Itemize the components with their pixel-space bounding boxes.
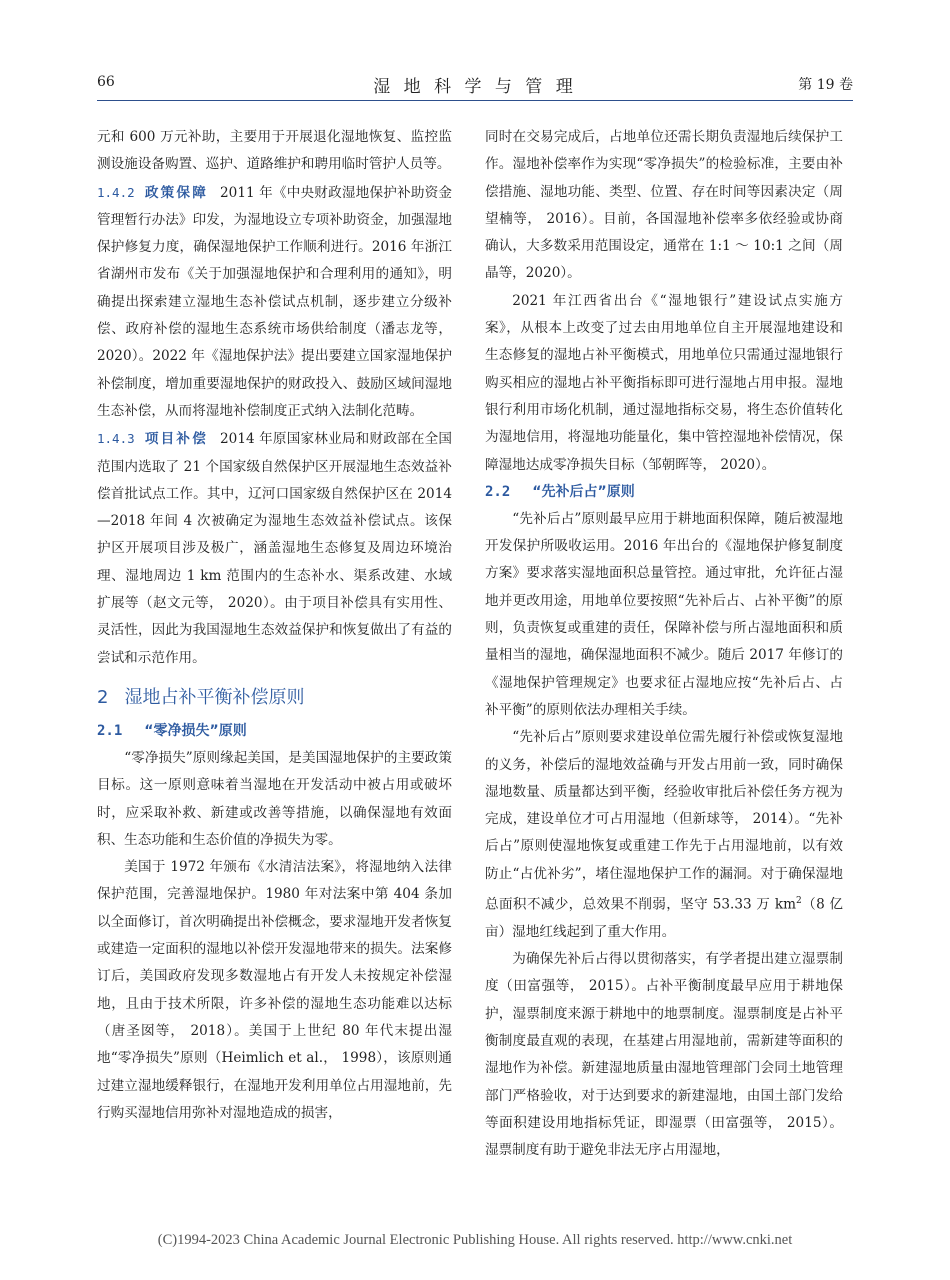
subsection-number: 1.4.2 xyxy=(97,184,135,200)
subsection-1-4-3 xyxy=(97,425,452,672)
subsection-title: 政策保障 xyxy=(144,184,209,201)
volume-label: 第 19 卷 xyxy=(798,77,853,93)
paragraph: 2014 年原国家林业局和财政部在全国范围内选取了 21 个国家级自然保护区开展湿地生态效益补偿首批试点工作。其中，辽河口国家级自然保护区在 2014—2018 年间 4 次被确定为湿地生态效益补偿试点。该保护区开展项目涉及极广，涵盖湿地生态修复及周边环境治理、湿地周边 1 km 范围内的生态补水、渠系改建、水域扩展等（赵文元等， 2020）。由于项目补偿具有实用性、灵活性，因此为我国湿地生态效益保护和恢复做出了有益的尝试和示范作用。 xyxy=(97,431,453,666)
paragraph: “先补后占”原则最早应用于耕地面积保障，随后被湿地开发保护所吸收运用。2016 年出台的《湿地保护修复制度方案》要求落实湿地面积总量管控。通过审批，允许征占湿地并更改用途，用地单位要按照“先补后占、占补平衡”的原则，负责恢复或重建的责任，保障补偿与所占湿地面积和质量相当的湿地，确保湿地面积不减少。随后 2017 年修订的《湿地保护管理规定》也要求征占湿地应按“先补后占、占补平衡”的原则依法办理相关手续。 xyxy=(485,510,843,718)
page-header xyxy=(97,72,853,101)
subsection-1-4-2 xyxy=(97,179,452,426)
section-title: “零净损失”原则 xyxy=(144,722,247,739)
section-heading-2 xyxy=(97,680,452,716)
text-run: “先补后占”原则要求建设单位需先履行补偿或恢复湿地的义务，补偿后的湿地效益确与开发占用前一致，同时确保湿地数量、质量都达到平衡，经验收审批后补偿任务方视为完成，建设单位才可占用湿地（但新球等， 2014）。“先补后占”原则使湿地恢复或重建工作先于占用湿地前，以有效防止“占优补劣”，堵住湿地保护工作的漏洞。对于确保湿地总面积不减少，总效果不削弱，坚守 53.33 万 km xyxy=(485,729,843,913)
subsection-title: 项目补偿 xyxy=(144,431,209,448)
section-number: 2 xyxy=(97,686,109,708)
paragraph: 2011 年《中央财政湿地保护补助资金管理暂行办法》印发，为湿地设立专项补助资金，加强湿地保护修复力度，确保湿地保护工作顺利进行。2016 年浙江省湖州市发布《关于加强湿地保护和合理利用的通知》，明确提出探索建立湿地生态补偿试点机制，逐步建立分级补偿、政府补偿的湿地生态系统市场供给制度（潘志龙等，2020）。2022 年《湿地保护法》提出要建立国家湿地保护补偿制度，增加重要湿地保护的财政投入、鼓励区域间湿地生态补偿，从而将湿地补偿制度正式纳入法制化范畴。 xyxy=(97,184,453,419)
paragraph: 为确保先补后占得以贯彻落实，有学者提出建立湿票制度（田富强等， 2015）。占补平衡制度最早应用于耕地保护，湿票制度来源于耕地中的地票制度。湿票制度是占补平衡制度最直观的表现，在基建占用湿地前，需新建等面积的湿地作为补偿。新建湿地质量由湿地管理部门会同土地管理部门严格验收，对于达到要求的新建湿地，由国土部门发给等面积建设用地指标凭证，即湿票（田富强等， 2015）。湿票制度有助于避免非法无序占用湿地， xyxy=(485,951,843,1159)
paragraph: 2021 年江西省出台《“湿地银行”建设试点实施方案》，从根本上改变了过去由用地单位自主开展湿地建设和生态修复的湿地占补平衡模式，用地单位只需通过湿地银行购买相应的湿地占补平衡指标即可进行湿地占用申报。湿地银行利用市场化机制，通过湿地指标交易，将生态价值转化为湿地信用，将湿地功能量化，集中管控湿地补偿情况，保障湿地达成零净损失目标（邹朝晖等， 2020）。 xyxy=(485,292,843,473)
paragraph: 同时在交易完成后，占地单位还需长期负责湿地后续保护工作。湿地补偿率作为实现“零净损失”的检验标准，主要由补偿措施、湿地功能、类型、位置、存在时间等因素决定（周望楠等， 2016）。目前，各国湿地补偿率多依经验或协商确认，大多数采用范围设定，通常在 1:1 ～ 10:1 之间（周晶等，2020）。 xyxy=(485,129,843,282)
text-run: （8 亿亩）湿地红线起到了重大作用。 xyxy=(485,896,843,940)
left-column xyxy=(97,124,452,1127)
page-number: 66 xyxy=(97,74,115,90)
paragraph: 美国于 1972 年颁布《水清洁法案》，将湿地纳入法律保护范围，完善湿地保护。1980 年对法案中第 404 条加以全面修订，首次明确提出补偿概念，要求湿地开发者恢复或建造一定面积的湿地以补偿开发湿地带来的损失。法案修订后，美国政府发现多数湿地占有开发人未按规定补偿湿地，且由于技术所限，许多补偿的湿地生态功能难以达标（唐圣囡等， 2018）。美国于上世纪 80 年代末提出湿地“零净损失”原则（Heimlich et al.， 1998），该原则通过建立湿地缓释银行，在湿地开发利用单位占用湿地前，先行购买湿地信用弥补对湿地造成的损害， xyxy=(97,859,452,1121)
paragraph xyxy=(485,724,843,946)
section-heading-2-2 xyxy=(485,479,843,506)
section-number: 2.1 xyxy=(97,722,123,739)
section-number: 2.2 xyxy=(485,483,511,500)
right-column xyxy=(485,124,843,1165)
section-title: “先补后占”原则 xyxy=(532,483,635,500)
journal-title: 湿 地 科 学 与 管 理 xyxy=(373,77,577,97)
superscript: 2 xyxy=(796,896,802,907)
paragraph: 元和 600 万元补助，主要用于开展退化湿地恢复、监控监测设施设备购置、巡护、道路维护和聘用临时管护人员等。 xyxy=(97,129,452,173)
section-heading-2-1 xyxy=(97,718,452,745)
section-title: 湿地占补平衡补偿原则 xyxy=(124,686,305,708)
copyright-footer: (C)1994-2023 China Academic Journal Electronic Publishing House. All rights reserved. http://www.cnki.net xyxy=(157,1232,793,1248)
subsection-number: 1.4.3 xyxy=(97,431,135,447)
paragraph: “零净损失”原则缘起美国，是美国湿地保护的主要政策目标。这一原则意味着当湿地在开发活动中被占用或破坏时，应采取补救、新建或改善等措施，以确保湿地有效面积、生态功能和生态价值的净损失为零。 xyxy=(97,749,452,848)
